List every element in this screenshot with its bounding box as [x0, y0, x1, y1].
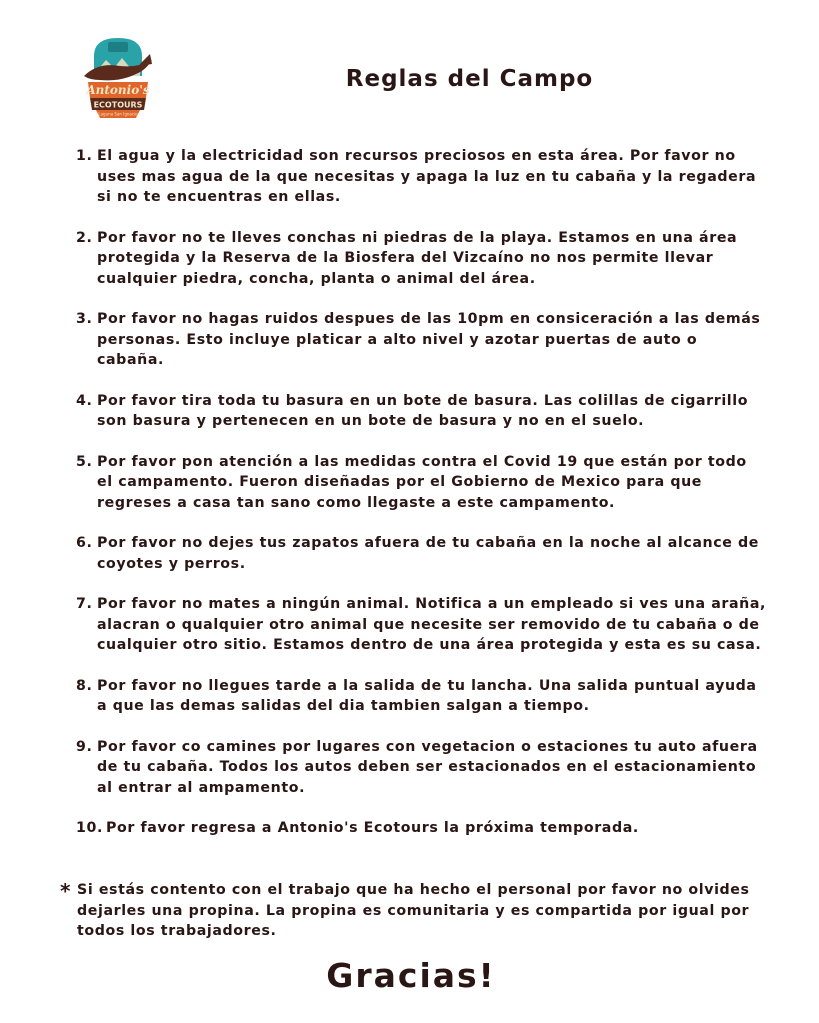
rule-number: 9. — [76, 738, 93, 755]
rule-text: Por favor no hagas ruidos despues de las 10pm en consiceración a las demás personas. Esto incluye platicar a alto nivel y azotar puertas de auto o cabaña. — [97, 311, 761, 368]
rule-item — [76, 146, 766, 208]
logo-name: Antonio's — [86, 83, 150, 97]
rule-text: Por favor no dejes tus zapatos afuera de tu cabaña en la noche al alcance de coyotes y perros. — [97, 535, 759, 572]
rule-item — [76, 818, 766, 839]
rule-text: El agua y la electricidad son recursos preciosos en esta área. Por favor no uses mas agua de la que necesitas y apaga la luz en tu cabaña y la regadera si no te encuentras en ellas. — [97, 148, 757, 205]
page-title: Reglas del Campo — [345, 66, 594, 92]
rule-item — [76, 676, 766, 717]
rule-number: 7. — [76, 596, 93, 612]
asterisk-icon: * — [60, 879, 72, 903]
rule-text: Por favor tira toda tu basura en un bote de basura. Las colillas de cigarrillo son basura y pertenecen en un bote de basura y no en el suelo. — [97, 392, 749, 429]
rules-list — [76, 146, 766, 859]
rule-text: Por favor regresa a Antonio's Ecotours la próxima temporada. — [106, 820, 639, 836]
rule-item — [76, 737, 766, 799]
rule-number: 3. — [76, 311, 93, 327]
rule-number: 4. — [76, 392, 93, 409]
rule-number: 5. — [76, 453, 93, 470]
rule-item — [76, 452, 766, 514]
tip-note — [60, 880, 777, 942]
rule-text: Por favor pon atención a las medidas contra el Covid 19 que están por todo el campamento. Fueron diseñadas por el Gobierno de Mexico para que regreses a casa tan sano como llegaste a este campamento. — [97, 453, 747, 511]
rule-number: 1. — [76, 148, 93, 164]
rule-number: 10. — [76, 820, 103, 836]
rule-text: Por favor no te lleves conchas ni piedras de la playa. Estamos en una área protegida y la Reserva de la Biosfera del Vizcaíno no nos permite llevar cualquier piedra, concha, planta o animal del área. — [97, 229, 738, 287]
rule-number: 2. — [76, 229, 93, 246]
rule-item — [76, 594, 766, 656]
logo-brand: ECOTOURS — [93, 100, 143, 110]
rule-number: 8. — [76, 677, 93, 694]
rule-number: 6. — [76, 535, 93, 551]
rule-item — [76, 228, 766, 290]
rule-text: Por favor no mates a ningún animal. Notifica a un empleado si ves una araña, alacran o qualquier otro animal que necesite ser removido de tu cabaña o de cualquier otro sitio. Estamos dentro de una área protegida y esta es su casa. — [97, 596, 767, 653]
rule-text: Por favor co camines por lugares con vegetacion o estaciones tu auto afuera de tu cabaña. Todos los autos deben ser estacionados en el estacionamiento al entrar al ampamento. — [97, 738, 758, 796]
tip-note-text: Si estás contento con el trabajo que ha hecho el personal por favor no olvides dejarles una propina. La propina es comunitaria y es compartida por igual por todos los trabajadores. — [77, 882, 750, 939]
rule-item — [76, 309, 766, 371]
rule-item — [76, 391, 766, 432]
logo-tagline: Laguna San Ignacio — [98, 111, 138, 117]
rule-text: Por favor no llegues tarde a la salida de tu lancha. Una salida puntual ayuda a que las demas salidas del dia tambien salgan a tiempo. — [97, 677, 757, 714]
rule-item — [76, 533, 766, 574]
thanks-heading: Gracias! — [326, 956, 496, 995]
